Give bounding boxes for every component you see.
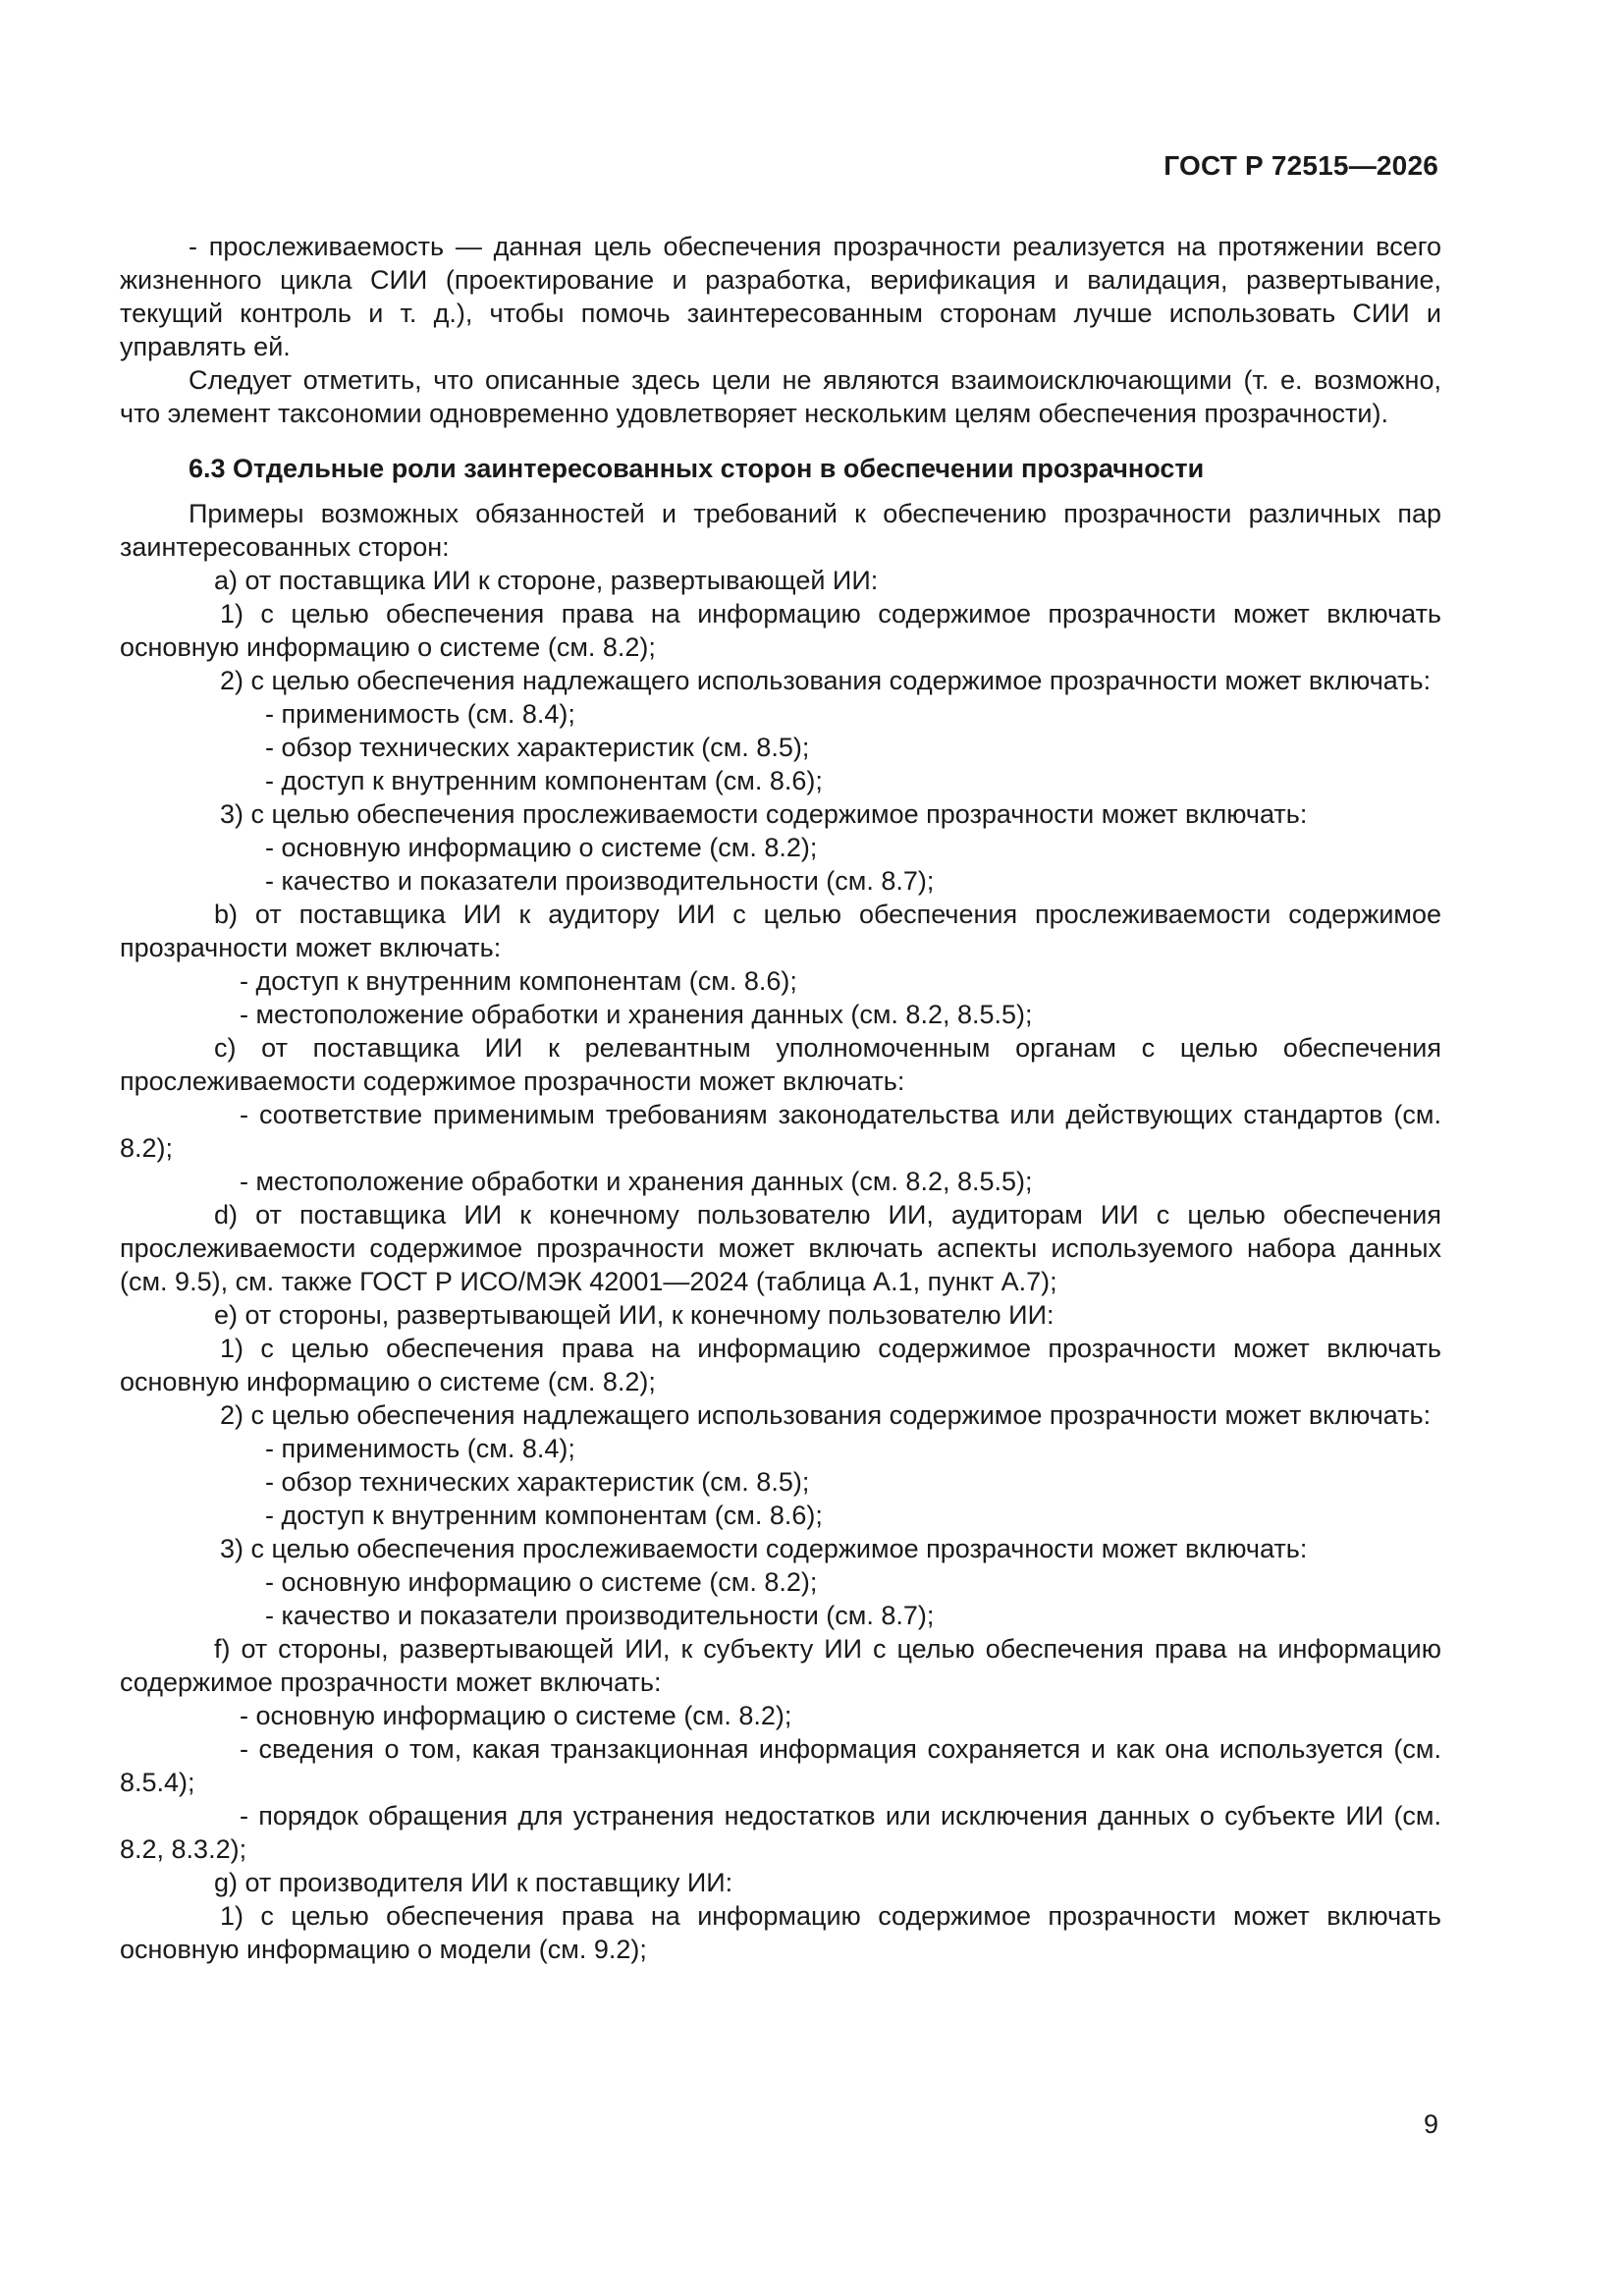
- list-item: 2) с целью обеспечения надлежащего использования содержимое прозрачности может включать:: [220, 666, 1432, 695]
- list-item: 1) с целью обеспечения права на информацию содержимое прозрачности может включать основную информацию о модели (см. 9.2);: [120, 1901, 1441, 1964]
- list-item: - соответствие применимым требованиям законодательства или действующих стандартов (см. 8.2);: [120, 1100, 1441, 1163]
- list-item: d) от поставщика ИИ к конечному пользователю ИИ, аудиторам ИИ с целью обеспечения прослеживаемости содержимое прозрачности может включать аспекты используемого набора данных (см. 9.5), см. также ГОСТ Р ИСО/МЭК 42001—2024 (таблица А.1, пункт А.7);: [120, 1200, 1441, 1296]
- list-item: - доступ к внутренним компонентам (см. 8.6);: [265, 766, 823, 795]
- paragraph: - прослеживаемость — данная цель обеспечения прозрачности реализуется на протяжении всего жизненного цикла СИИ (проектирование и разработка, верификация и валидация, развертывание, текущий контроль и т. д.), чтобы помочь заинтересованным сторонам лучше использовать СИИ и управлять ей.: [120, 232, 1441, 361]
- list-item: - качество и показатели производительности (см. 8.7);: [265, 1601, 935, 1630]
- list-item: 2) с целью обеспечения надлежащего использования содержимое прозрачности может включать:: [220, 1400, 1432, 1430]
- paragraph: Следует отметить, что описанные здесь цели не являются взаимоисключающими (т. е. возможно, что элемент таксономии одновременно удовлетворяет нескольким целям обеспечения прозрачности).: [120, 365, 1441, 428]
- section-heading: 6.3 Отдельные роли заинтересованных сторон в обеспечении прозрачности: [189, 454, 1205, 483]
- list-item: - порядок обращения для устранения недостатков или исключения данных о субъекте ИИ (см. 8.2, 8.3.2);: [120, 1801, 1441, 1864]
- list-item: - доступ к внутренним компонентам (см. 8.6);: [265, 1501, 823, 1530]
- list-item: - качество и показатели производительности (см. 8.7);: [265, 866, 935, 896]
- list-item: - местоположение обработки и хранения данных (см. 8.2, 8.5.5);: [240, 1167, 1033, 1196]
- list-item: 3) с целью обеспечения прослеживаемости содержимое прозрачности может включать:: [220, 799, 1308, 829]
- list-item: - местоположение обработки и хранения данных (см. 8.2, 8.5.5);: [240, 1000, 1033, 1029]
- list-item: - основную информацию о системе (см. 8.2);: [265, 1567, 818, 1597]
- list-item: - обзор технических характеристик (см. 8.5);: [265, 733, 810, 762]
- list-item: 3) с целью обеспечения прослеживаемости содержимое прозрачности может включать:: [220, 1534, 1308, 1563]
- page-number: 9: [1423, 2109, 1438, 2139]
- list-item: g) от производителя ИИ к поставщику ИИ:: [214, 1868, 733, 1897]
- list-item: c) от поставщика ИИ к релевантным уполномоченным органам с целью обеспечения прослеживаемости содержимое прозрачности может включать:: [120, 1033, 1441, 1096]
- list-item: - обзор технических характеристик (см. 8.5);: [265, 1467, 810, 1497]
- list-item: - применимость (см. 8.4);: [265, 1434, 575, 1463]
- list-item: - сведения о том, какая транзакционная информация сохраняется и как она используется (см. 8.5.4);: [120, 1734, 1441, 1797]
- list-item: - применимость (см. 8.4);: [265, 699, 575, 729]
- list-item: 1) с целью обеспечения права на информацию содержимое прозрачности может включать основную информацию о системе (см. 8.2);: [120, 599, 1441, 662]
- list-item: f) от стороны, развертывающей ИИ, к субъекту ИИ с целью обеспечения права на информацию содержимое прозрачности может включать:: [120, 1634, 1441, 1697]
- list-item: - доступ к внутренним компонентам (см. 8.6);: [240, 966, 797, 996]
- document-number: ГОСТ Р 72515—2026: [1163, 150, 1438, 181]
- paragraph: Примеры возможных обязанностей и требований к обеспечению прозрачности различных пар заинтересованных сторон:: [120, 499, 1441, 562]
- list-item: - основную информацию о системе (см. 8.2);: [265, 833, 818, 862]
- list-item: e) от стороны, развертывающей ИИ, к конечному пользователю ИИ:: [214, 1300, 1055, 1330]
- list-item: a) от поставщика ИИ к стороне, развертывающей ИИ:: [214, 566, 879, 595]
- list-item: - основную информацию о системе (см. 8.2);: [240, 1701, 792, 1730]
- list-item: b) от поставщика ИИ к аудитору ИИ с целью обеспечения прослеживаемости содержимое прозрачности может включать:: [120, 900, 1441, 962]
- list-item: 1) с целью обеспечения права на информацию содержимое прозрачности может включать основную информацию о системе (см. 8.2);: [120, 1334, 1441, 1396]
- document-body: [120, 230, 1441, 1966]
